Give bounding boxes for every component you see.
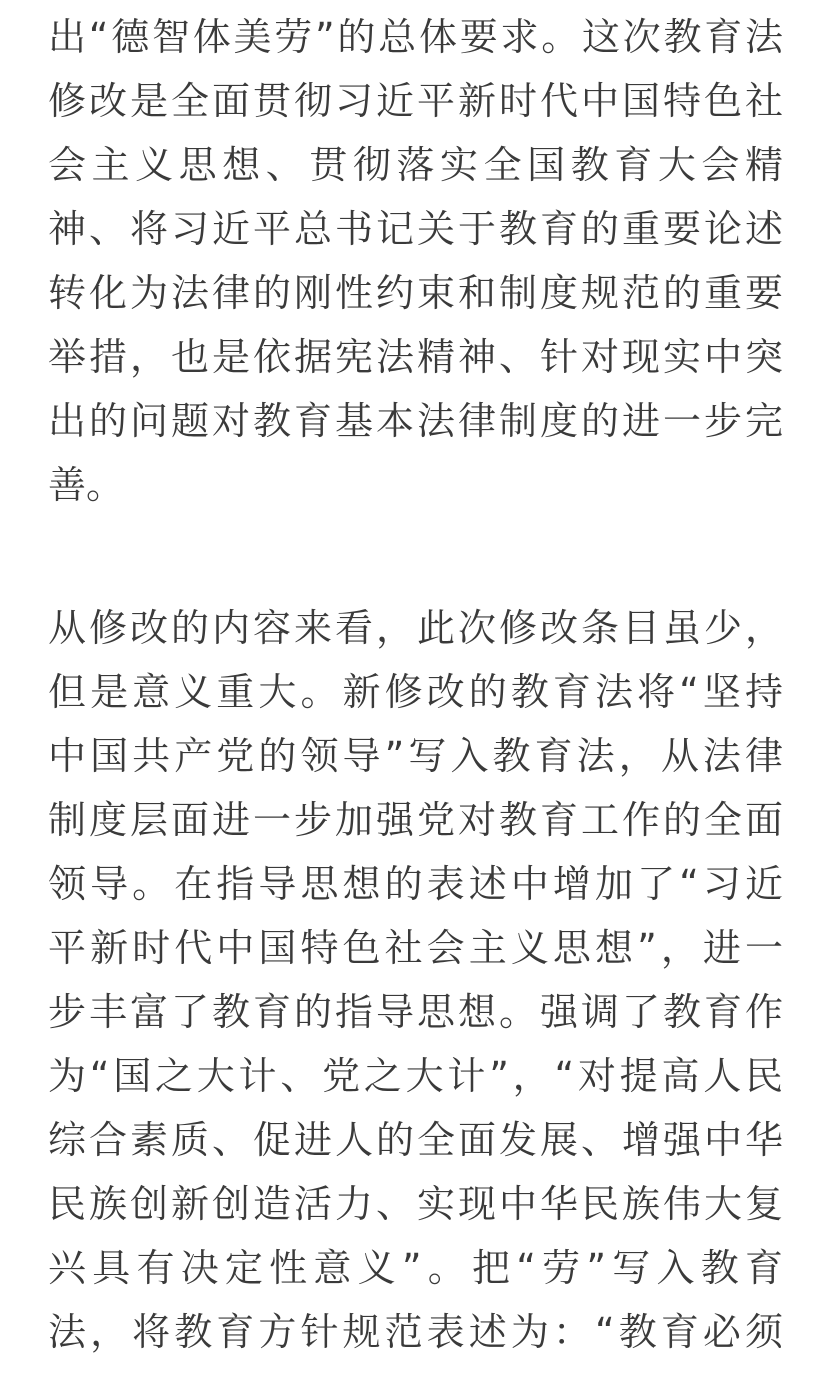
paragraph-line: 步丰富了教育的指导思想。强调了教育作 [48,990,783,1034]
paragraph-line: 领导。在指导思想的表述中增加了“习近 [48,862,783,906]
paragraph-line: 平新时代中国特色社会主义思想”，进一 [48,926,783,970]
paragraph-line: 中国共产党的领导”写入教育法，从法律 [48,734,783,778]
paragraph-line: 神、将习近平总书记关于教育的重要论述 [48,207,783,251]
paragraph-line: 民族创新创造活力、实现中华民族伟大复 [48,1182,783,1226]
paragraph-line: 兴具有决定性意义”。把“劳”写入教育 [48,1246,783,1290]
paragraph-line: 但是意义重大。新修改的教育法将“坚持 [48,670,783,714]
paragraph-line: 会主义思想、贯彻落实全国教育大会精 [48,143,783,187]
paragraph-line: 出“德智体美劳”的总体要求。这次教育法 [48,15,783,59]
paragraph-line: 转化为法律的刚性约束和制度规范的重要 [48,271,783,315]
paragraph-line: 从修改的内容来看，此次修改条目虽少， [48,606,783,650]
paragraph-line: 为“国之大计、党之大计”，“对提高人民 [48,1054,783,1098]
paragraph-line: 善。 [48,463,125,507]
paragraph-line: 修改是全面贯彻习近平新时代中国特色社 [48,79,783,123]
paragraph-line: 法，将教育方针规范表述为：“教育必须 [48,1310,783,1354]
paragraph-line: 出的问题对教育基本法律制度的进一步完 [48,399,783,443]
paragraph-line: 举措，也是依据宪法精神、针对现实中突 [48,335,783,379]
paragraph-line: 制度层面进一步加强党对教育工作的全面 [48,798,783,842]
paragraph-line: 综合素质、促进人的全面发展、增强中华 [48,1118,783,1162]
